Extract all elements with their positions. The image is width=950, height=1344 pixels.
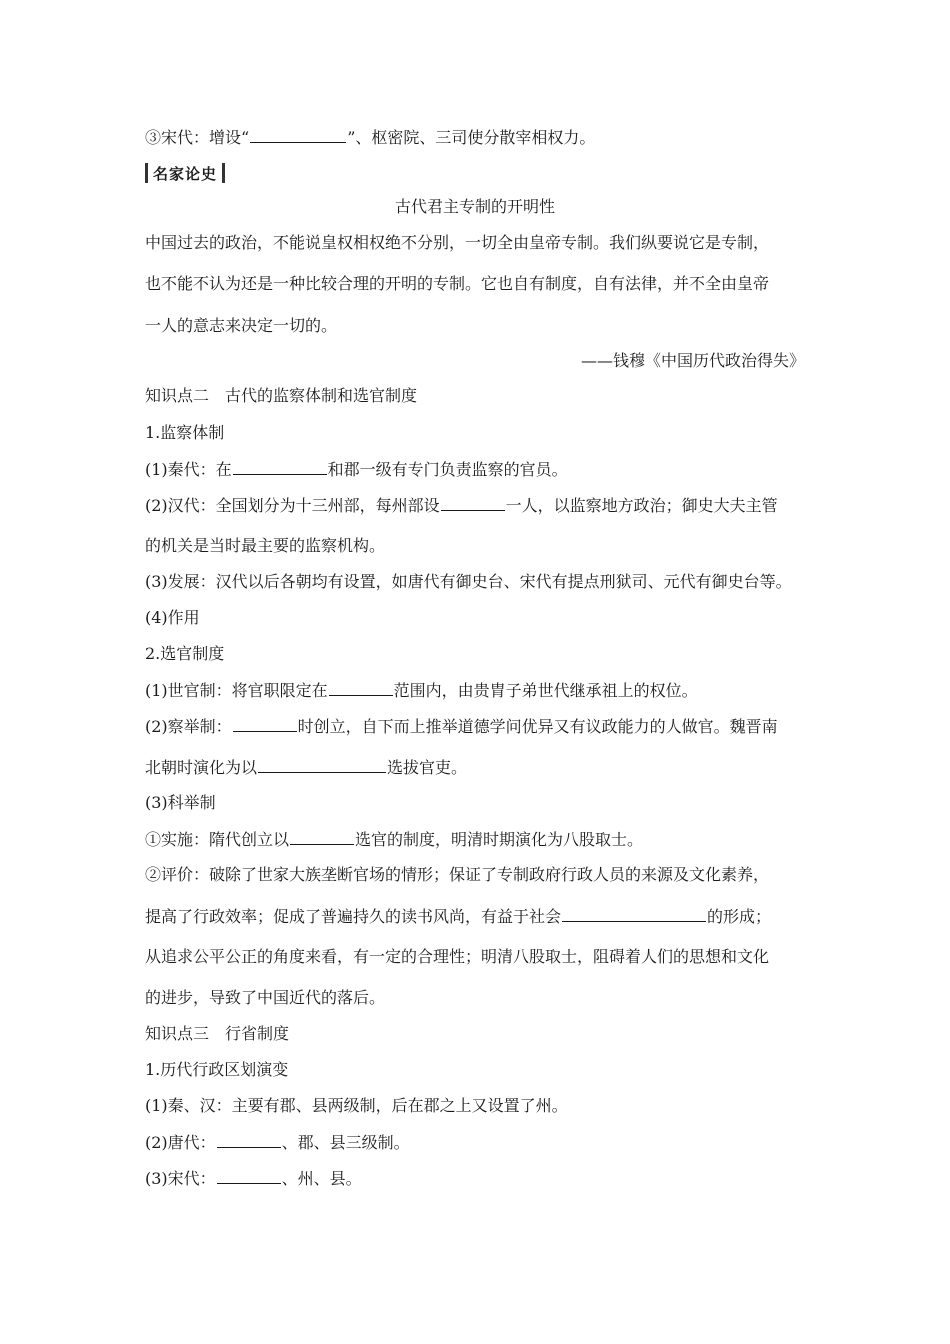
imperial-exam-evaluation-line-3: 从追求公平公正的角度来看，有一定的合理性；明清八股取士，阻碍着人们的思想和文化 <box>145 947 770 966</box>
tang-division-line <box>145 1132 410 1153</box>
text-segment: 、州、县。 <box>281 1169 362 1188</box>
section-tag-famous-historians <box>145 162 225 184</box>
supervision-development-line: (3)发展：汉代以后各朝均有设置，如唐代有御史台、宋代有提点刑狱司、元代有御史台等。 <box>145 572 792 591</box>
fill-blank[interactable] <box>290 829 354 845</box>
text-segment: (2)汉代：全国划分为十三州部，每州部设 <box>145 496 440 515</box>
imperial-exam-evaluation-line-1: ②评价：破除了世家大族垄断官场的情形；保证了专制政府行政人员的来源及文化素养， <box>145 865 770 884</box>
text-segment: (3)宋代： <box>145 1169 216 1188</box>
text-segment: 和郡一级有专门负责监察的官员。 <box>327 460 568 479</box>
fill-blank[interactable] <box>217 1132 281 1148</box>
admin-division-heading: 1.历代行政区划演变 <box>145 1060 289 1079</box>
knowledge-point-2-heading: 知识点二 古代的监察体制和选官制度 <box>145 386 418 405</box>
supervision-system-heading: 1.监察体制 <box>145 423 225 442</box>
section-tag-label: 名家论史 <box>153 164 218 183</box>
text-segment: ③宋代：增设“ <box>145 128 250 147</box>
imperial-exam-implementation-line <box>145 829 643 850</box>
text-segment: (2)察举制： <box>145 717 232 736</box>
text-segment: 选官的制度，明清时期演化为八股取士。 <box>355 830 644 849</box>
han-supervision-line-cont: 的机关是当时最主要的监察机构。 <box>145 536 386 555</box>
knowledge-point-3-heading: 知识点三 行省制度 <box>145 1024 290 1043</box>
quote-source: ——钱穆《中国历代政治得失》 <box>580 351 805 370</box>
imperial-exam-heading: (3)科举制 <box>145 793 216 812</box>
text-segment: 北朝时演化为以 <box>145 758 258 777</box>
text-segment: (1)秦代：在 <box>145 460 232 479</box>
text-segment: (1)世官制：将官职限定在 <box>145 681 328 700</box>
text-segment: 选拔官吏。 <box>387 758 468 777</box>
text-segment: 范围内，由贵胄子弟世代继承祖上的权位。 <box>393 681 698 700</box>
recommendation-system-line-cont <box>145 757 467 778</box>
quote-line-3: 一人的意志来决定一切的。 <box>145 316 338 335</box>
quote-line-2: 也不能不认为还是一种比较合理的开明的专制。它也自有制度，自有法律，并不全由皇帝 <box>145 274 770 293</box>
song-dynasty-line <box>145 127 595 148</box>
text-segment: (2)唐代： <box>145 1133 216 1152</box>
fill-blank[interactable] <box>233 459 327 475</box>
fill-blank[interactable] <box>441 495 505 511</box>
quote-title: 古代君主专制的开明性 <box>394 197 555 216</box>
qin-supervision-line <box>145 459 568 480</box>
qin-han-division-line: (1)秦、汉：主要有郡、县两级制，后在郡之上又设置了州。 <box>145 1096 568 1115</box>
official-selection-heading: 2.选官制度 <box>145 644 225 663</box>
tag-bar-right <box>222 163 225 183</box>
text-segment: 的形成； <box>707 907 772 926</box>
imperial-exam-evaluation-line-2 <box>145 906 771 927</box>
supervision-role-line: (4)作用 <box>145 608 200 627</box>
hereditary-office-line <box>145 680 698 701</box>
fill-blank[interactable] <box>562 906 706 922</box>
han-supervision-line <box>145 495 778 516</box>
text-segment: 一人，以监察地方政治；御史大夫主管 <box>505 496 778 515</box>
song-division-line <box>145 1168 362 1189</box>
fill-blank[interactable] <box>233 716 297 732</box>
fill-blank[interactable] <box>250 127 346 143</box>
quote-line-1: 中国过去的政治，不能说皇权相权绝不分别，一切全由皇帝专制。我们纵要说它是专制， <box>145 233 770 252</box>
fill-blank[interactable] <box>217 1168 281 1184</box>
fill-blank[interactable] <box>329 680 393 696</box>
text-segment: 、郡、县三级制。 <box>281 1133 410 1152</box>
fill-blank[interactable] <box>258 757 386 773</box>
text-segment: 时创立，自下而上推举道德学问优异又有议政能力的人做官。魏晋南 <box>297 717 778 736</box>
text-segment: 提高了行政效率；促成了普遍持久的读书风尚，有益于社会 <box>145 907 562 926</box>
text-segment: ”、枢密院、三司使分散宰相权力。 <box>347 128 596 147</box>
recommendation-system-line <box>145 716 778 737</box>
text-segment: ①实施：隋代创立以 <box>145 830 290 849</box>
imperial-exam-evaluation-line-4: 的进步，导致了中国近代的落后。 <box>145 988 386 1007</box>
